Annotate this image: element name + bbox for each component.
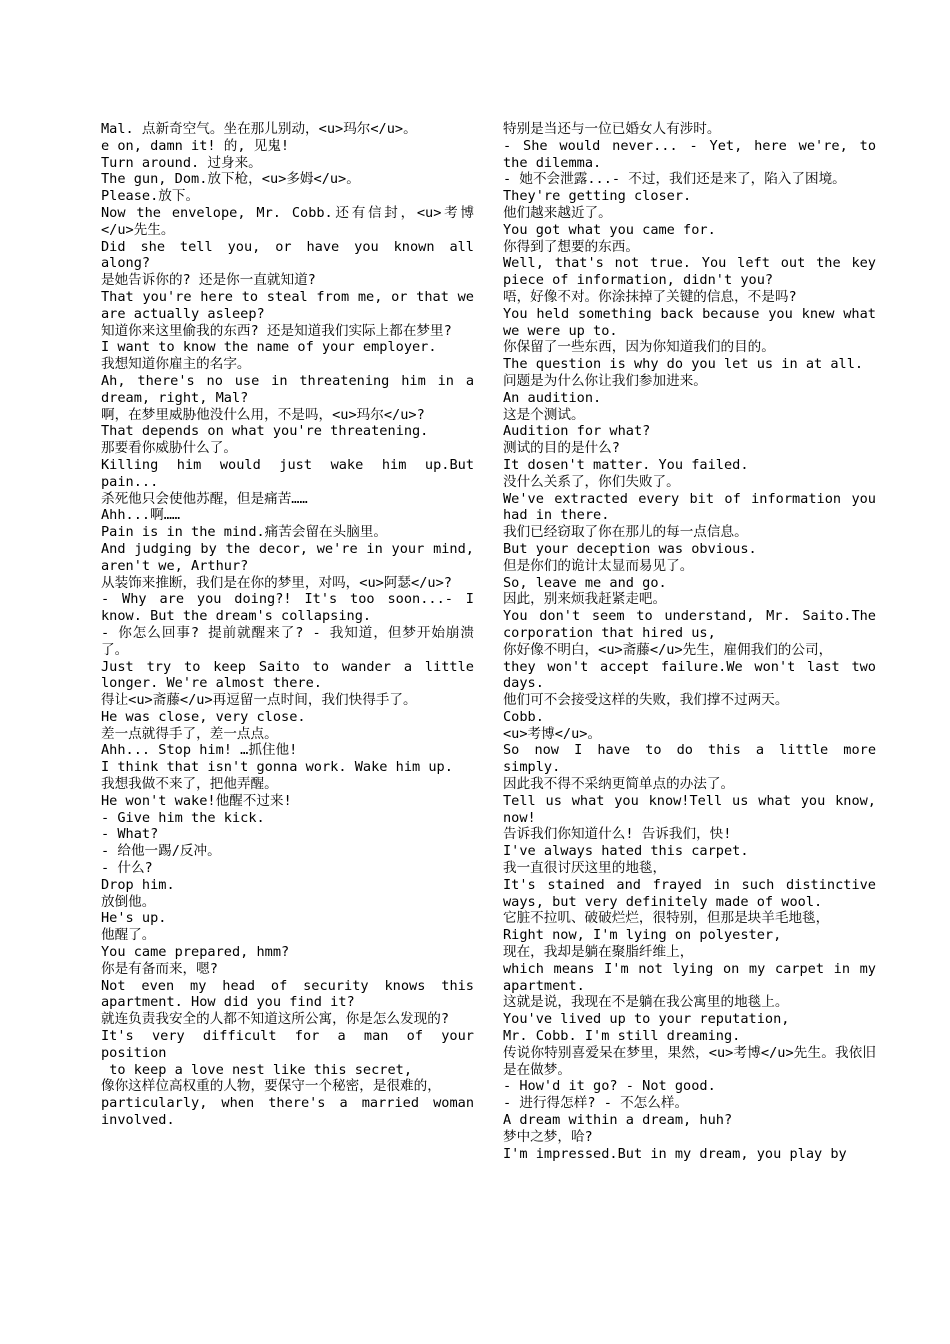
- subtitle-line: 是她告诉你的? 还是你一直就知道?: [101, 272, 316, 289]
- subtitle-line: It's very difficult for a man of your position: [101, 1028, 483, 1061]
- subtitle-line: 因此，别来烦我赶紧走吧。: [503, 591, 667, 608]
- subtitle-line: Mr. Cobb. I'm still dreaming.: [503, 1028, 741, 1045]
- subtitle-line: 就连负责我安全的人都不知道这所公寓，你是怎么发现的?: [101, 1011, 450, 1028]
- subtitle-line: Right now, I'm lying on polyester,: [503, 927, 782, 944]
- subtitle-line: 因此我不得不采纳更简单点的办法了。: [503, 776, 735, 793]
- subtitle-line: You held something back because you knew what we were up to.: [503, 305, 885, 339]
- subtitle-line: 放倒他。: [101, 893, 156, 910]
- subtitle-line: - Give him the kick.: [101, 809, 265, 826]
- subtitle-line: The gun, Dom.放下枪，<u>多姆</u>。: [101, 171, 360, 188]
- subtitle-line: which means I'm not lying on my carpet in my apartment.: [503, 960, 885, 994]
- subtitle-line: Mal. 点新奇空气。坐在那儿别动，<u>玛尔</u>。: [101, 121, 417, 137]
- subtitle-line: I've always hated this carpet.: [503, 843, 749, 860]
- subtitle-line: A dream within a dream, huh?: [503, 1112, 733, 1129]
- subtitle-line: I want to know the name of your employer.: [101, 339, 437, 356]
- subtitle-line: Drop him.: [101, 876, 175, 893]
- subtitle-line: Killing him would just wake him up.But pain...: [101, 456, 483, 490]
- subtitle-line: Turn around. 过身来。: [101, 154, 262, 171]
- subtitle-line: I think that isn't gonna work. Wake him up.: [101, 759, 453, 776]
- subtitle-line: - She would never... - Yet, here we're, to the dilemma.: [503, 137, 885, 171]
- subtitle-line: That you're here to steal from me, or that we are actually asleep?: [101, 288, 483, 322]
- subtitle-line: 从装饰来推断，我们是在你的梦里，对吗，<u>阿瑟</u>?: [101, 574, 452, 591]
- subtitle-line: They're getting closer.: [503, 188, 692, 205]
- subtitle-line: Pain is in the mind.痛苦会留在头脑里。: [101, 524, 388, 541]
- subtitle-line: 他们可不会接受这样的失败，我们撑不过两天。: [503, 692, 789, 709]
- subtitle-line: 得让<u>斋藤</u>再逗留一点时间，我们快得手了。: [101, 692, 417, 709]
- subtitle-line: - How'd it go? - Not good.: [503, 1078, 716, 1095]
- subtitle-line: 我一直很讨厌这里的地毯，: [503, 860, 667, 877]
- left-text-column: [101, 121, 483, 1129]
- subtitle-line: You came prepared, hmm?: [101, 944, 290, 961]
- subtitle-line: 唔，好像不对。你涂抹掉了关键的信息，不是吗?: [503, 288, 797, 305]
- subtitle-line: But your deception was obvious.: [503, 540, 757, 557]
- subtitle-line: 这是个测试。: [503, 406, 585, 423]
- subtitle-line: 你保留了一些东西，因为你知道我们的目的。: [503, 339, 775, 356]
- subtitle-line: - 你怎么回事? 提前就醒来了? - 我知道，但梦开始崩溃了。: [101, 624, 474, 658]
- subtitle-line: 测试的目的是什么?: [503, 440, 620, 457]
- subtitle-line: - Why are you doing?! It's too soon...- I know. But the dream's collapsing.: [101, 591, 483, 625]
- subtitle-line: 你得到了想要的东西。: [503, 238, 639, 255]
- subtitle-line: Ah, there's no use in threatening him in a dream, right, Mal?: [101, 372, 483, 406]
- subtitle-line: We've extracted every bit of information you had in there.: [503, 490, 885, 524]
- subtitle-line: Tell us what you know!Tell us what you know, now!: [503, 792, 885, 826]
- subtitle-line: 你好像不明白，<u>斋藤</u>先生，雇佣我们的公司，: [503, 641, 833, 658]
- subtitle-line: 像你这样位高权重的人物，要保守一个秘密，是很难的，: [101, 1078, 441, 1095]
- subtitle-line: to keep a love nest like this secret,: [101, 1061, 413, 1078]
- subtitle-line: 我想知道你雇主的名字。: [101, 356, 251, 373]
- subtitle-line: - 进行得怎样? - 不怎么样。: [503, 1095, 689, 1112]
- subtitle-line: He was close, very close.: [101, 708, 306, 725]
- subtitle-line: Audition for what?: [503, 423, 651, 440]
- subtitle-line: And judging by the decor, we're in your mind, aren't we, Arthur?: [101, 540, 483, 574]
- subtitle-line: - 什么?: [101, 860, 153, 877]
- subtitle-line: e on, damn it! 的, 见鬼!: [101, 137, 290, 154]
- subtitle-line: It's stained and frayed in such distinctive ways, but very definitely made of wool.: [503, 876, 885, 910]
- subtitle-line: You don't seem to understand, Mr. Saito.The corporation that hired us,: [503, 608, 885, 641]
- subtitle-line: He's up.: [101, 910, 167, 927]
- subtitle-line: 传说你特别喜爱呆在梦里，果然，<u>考博</u>先生。我依旧是在做梦。: [503, 1044, 876, 1078]
- subtitle-line: 他们越来越近了。: [503, 204, 612, 221]
- subtitle-line: 它脏不拉叽、破破烂烂，很特别，但那是块羊毛地毯，: [503, 910, 830, 927]
- subtitle-line: 特别是当还与一位已婚女人有涉时。: [503, 121, 721, 137]
- subtitle-line: The question is why do you let us in at all.: [503, 356, 864, 373]
- subtitle-line: they won't accept failure.We won't last two days.: [503, 658, 885, 692]
- subtitle-line: You've lived up to your reputation,: [503, 1011, 790, 1028]
- subtitle-line: 现在，我却是躺在聚脂纤维上，: [503, 944, 694, 961]
- subtitle-line: Ahh...啊……: [101, 507, 181, 524]
- subtitle-line: Ahh... Stop him! …抓住他!: [101, 742, 298, 759]
- subtitle-line: - 她不会泄露...- 不过，我们还是来了，陷入了困境。: [503, 171, 846, 188]
- subtitle-line: 啊，在梦里威胁他没什么用，不是吗，<u>玛尔</u>?: [101, 406, 425, 423]
- subtitle-line: 这就是说，我现在不是躺在我公寓里的地毯上。: [503, 994, 789, 1011]
- subtitle-line: Not even my head of security knows this apartment. How did you find it?: [101, 977, 483, 1011]
- subtitle-line: 差一点就得手了，差一点点。: [101, 725, 278, 742]
- subtitle-line: 没什么关系了，你们失败了。: [503, 473, 680, 490]
- subtitle-line: Cobb.: [503, 708, 544, 725]
- subtitle-line: I'm impressed.But in my dream, you play by: [503, 1145, 847, 1162]
- subtitle-line: It dosen't matter. You failed.: [503, 456, 749, 473]
- right-text-column: [503, 121, 885, 1162]
- subtitle-line: 告诉我们你知道什么! 告诉我们，快!: [503, 826, 732, 843]
- subtitle-line: He won't wake!他醒不过来!: [101, 792, 292, 809]
- subtitle-line: 他醒了。: [101, 927, 156, 944]
- subtitle-line: So, leave me and go.: [503, 574, 667, 591]
- subtitle-line: That depends on what you're threatening.: [101, 423, 429, 440]
- subtitle-line: 你是有备而来，嗯?: [101, 960, 218, 977]
- subtitle-line: - What?: [101, 826, 159, 843]
- subtitle-line: Please.放下。: [101, 188, 200, 205]
- subtitle-line: You got what you came for.: [503, 221, 716, 238]
- subtitle-line: 我们已经窃取了你在那儿的每一点信息。: [503, 524, 748, 541]
- subtitle-line: 那要看你威胁什么了。: [101, 440, 237, 457]
- subtitle-line: 梦中之梦，哈?: [503, 1128, 593, 1145]
- subtitle-line: So now I have to do this a little more simply.: [503, 742, 885, 776]
- subtitle-line: 我想我做不来了，把他弄醒。: [101, 776, 278, 793]
- subtitle-line: Just try to keep Saito to wander a little longer. We're almost there.: [101, 658, 483, 692]
- subtitle-line: Well, that's not true. You left out the key piece of information, didn't you?: [503, 255, 885, 289]
- subtitle-line: <u>考博</u>。: [503, 725, 602, 742]
- subtitle-line: Now the envelope, Mr. Cobb.还有信封，<u>考博</u>先生。: [101, 204, 474, 238]
- subtitle-line: Did she tell you, or have you known all along?: [101, 238, 483, 272]
- subtitle-line: 但是你们的诡计太显而易见了。: [503, 557, 694, 574]
- subtitle-line: An audition.: [503, 389, 602, 406]
- subtitle-line: 杀死他只会使他苏醒，但是痛苦……: [101, 490, 308, 507]
- subtitle-line: particularly, when there's a married woman involved.: [101, 1095, 483, 1129]
- subtitle-line: 问题是为什么你让我们参加进来。: [503, 372, 707, 389]
- subtitle-line: 知道你来这里偷我的东西? 还是知道我们实际上都在梦里?: [101, 322, 452, 339]
- subtitle-line: - 给他一踢/反冲。: [101, 843, 221, 860]
